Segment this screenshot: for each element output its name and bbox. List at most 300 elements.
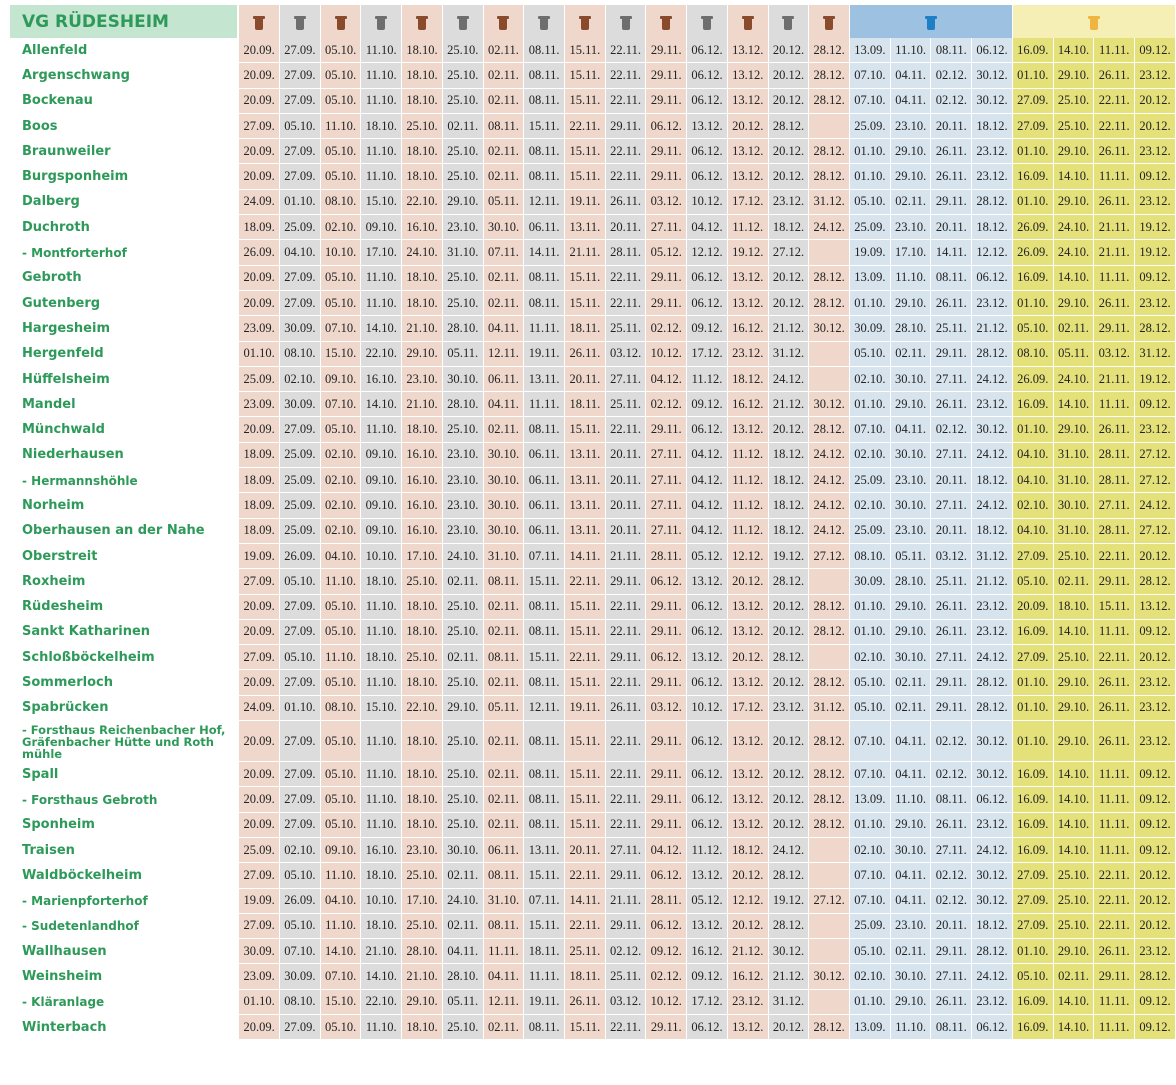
residual-biowaste-date: 26.11.	[565, 990, 606, 1015]
residual-biowaste-date: 11.10.	[321, 863, 362, 888]
residual-biowaste-date: 18.10.	[402, 38, 443, 63]
residual-biowaste-date: 27.12.	[769, 240, 810, 265]
municipality-name: Burgsponheim	[22, 169, 129, 185]
residual-biowaste-date	[809, 645, 850, 670]
paper-date: 02.11.	[891, 696, 932, 721]
header-bin-14	[809, 5, 850, 38]
municipality-name: Hüffelsheim	[22, 371, 110, 387]
municipality-name: Gebroth	[22, 270, 82, 286]
residual-biowaste-date: 15.11.	[565, 787, 606, 812]
residual-biowaste-date: 02.12.	[646, 316, 687, 341]
header-bin-1	[280, 5, 321, 38]
residual-biowaste-date: 29.10.	[402, 990, 443, 1015]
residual-biowaste-date: 18.09.	[239, 493, 280, 518]
residual-biowaste-date: 08.11.	[524, 1015, 565, 1040]
residual-biowaste-date: 18.12.	[769, 493, 810, 518]
residual-biowaste-date: 16.10.	[361, 367, 402, 392]
yellow-bag-date: 20.12.	[1135, 914, 1176, 939]
residual-biowaste-date: 08.11.	[524, 670, 565, 695]
residual-biowaste-date: 02.11.	[443, 114, 484, 139]
paper-date: 25.09.	[850, 215, 891, 240]
residual-biowaste-date: 15.10.	[361, 190, 402, 215]
residual-biowaste-date: 25.09.	[280, 493, 321, 518]
municipality-name: - Hermannshöhle	[22, 473, 138, 488]
residual-biowaste-date: 08.11.	[524, 164, 565, 189]
paper-date: 20.11.	[931, 519, 972, 544]
paper-date: 01.10.	[850, 291, 891, 316]
yellow-bag-date: 26.11.	[1094, 939, 1135, 964]
residual-biowaste-date: 31.12.	[809, 696, 850, 721]
residual-biowaste-date: 21.10.	[402, 964, 443, 989]
residual-biowaste-date: 27.09.	[280, 595, 321, 620]
header-bin-10	[646, 5, 687, 38]
table-row	[10, 468, 1176, 493]
residual-biowaste-date: 15.11.	[565, 762, 606, 787]
paper-date: 23.10.	[891, 215, 932, 240]
residual-biowaste-date: 26.09.	[239, 240, 280, 265]
yellow-bag-date: 09.12.	[1135, 164, 1176, 189]
residual-biowaste-date: 24.10.	[443, 889, 484, 914]
residual-biowaste-date: 02.11.	[443, 645, 484, 670]
yellow-bag-date: 05.11.	[1054, 342, 1095, 367]
residual-biowaste-date: 20.12.	[769, 595, 810, 620]
residual-biowaste-date: 21.11.	[606, 544, 647, 569]
residual-biowaste-date: 27.09.	[280, 63, 321, 88]
residual-biowaste-date: 03.12.	[606, 342, 647, 367]
residual-biowaste-date: 11.10.	[361, 595, 402, 620]
yellow-bag-date: 20.12.	[1135, 89, 1176, 114]
residual-biowaste-date: 30.10.	[484, 443, 525, 468]
residual-biowaste-date: 29.11.	[606, 569, 647, 594]
residual-biowaste-date: 01.10.	[280, 696, 321, 721]
residual-biowaste-date: 04.10.	[280, 240, 321, 265]
paper-date: 02.11.	[891, 670, 932, 695]
yellow-bag-date: 11.11.	[1094, 38, 1135, 63]
residual-biowaste-date: 11.10.	[361, 63, 402, 88]
paper-date: 25.09.	[850, 468, 891, 493]
residual-biowaste-date: 20.09.	[239, 721, 280, 762]
residual-biowaste-date: 04.11.	[484, 964, 525, 989]
yellow-bag-date: 27.09.	[1013, 889, 1054, 914]
residual-biowaste-date: 21.12.	[769, 316, 810, 341]
residual-biowaste-date: 06.12.	[687, 670, 728, 695]
yellow-bag-date: 30.10.	[1054, 493, 1095, 518]
table-row	[10, 914, 1176, 939]
residual-biowaste-date: 20.12.	[769, 38, 810, 63]
yellow-bag-date: 25.10.	[1054, 89, 1095, 114]
paper-date: 07.10.	[850, 863, 891, 888]
page-title: VG RÜDESHEIM	[10, 5, 239, 38]
paper-date: 30.10.	[891, 367, 932, 392]
residual-biowaste-date: 02.11.	[484, 139, 525, 164]
residual-biowaste-date: 24.12.	[769, 367, 810, 392]
table-row	[10, 417, 1176, 442]
residual-biowaste-date: 11.10.	[321, 914, 362, 939]
residual-biowaste-date: 23.12.	[769, 190, 810, 215]
municipality-name: - Forsthaus Gebroth	[22, 792, 158, 807]
municipality-name: Wallhausen	[22, 943, 107, 959]
paper-date: 02.11.	[891, 342, 932, 367]
residual-biowaste-date: 18.10.	[402, 417, 443, 442]
yellow-bag-date: 11.11.	[1094, 392, 1135, 417]
residual-biowaste-date: 28.12.	[809, 164, 850, 189]
residual-biowaste-date: 27.12.	[809, 544, 850, 569]
paper-date: 14.11.	[931, 240, 972, 265]
residual-biowaste-date: 20.09.	[239, 620, 280, 645]
residual-biowaste-date: 06.12.	[646, 645, 687, 670]
residual-biowaste-date: 03.12.	[606, 990, 647, 1015]
municipality-name: - Kläranlage	[22, 995, 105, 1010]
yellow-bag-date: 20.12.	[1135, 645, 1176, 670]
residual-biowaste-date: 31.10.	[484, 544, 525, 569]
paper-date: 06.12.	[972, 787, 1013, 812]
residual-biowaste-date: 13.12.	[728, 417, 769, 442]
yellow-bag-date: 23.12.	[1135, 670, 1176, 695]
yellow-bag-date: 22.11.	[1094, 645, 1135, 670]
paper-date: 26.11.	[931, 620, 972, 645]
paper-date: 12.12.	[972, 240, 1013, 265]
yellow-bag-date: 25.10.	[1054, 914, 1095, 939]
residual-biowaste-date: 29.11.	[646, 670, 687, 695]
paper-date: 01.10.	[850, 164, 891, 189]
residual-biowaste-date	[809, 367, 850, 392]
residual-biowaste-date: 14.10.	[361, 316, 402, 341]
paper-date: 20.11.	[931, 215, 972, 240]
residual-biowaste-date: 26.09.	[280, 889, 321, 914]
paper-date: 29.11.	[931, 190, 972, 215]
residual-biowaste-date: 04.12.	[687, 468, 728, 493]
residual-biowaste-date: 10.12.	[646, 990, 687, 1015]
residual-biowaste-date: 20.09.	[239, 266, 280, 291]
residual-biowaste-date: 13.12.	[728, 291, 769, 316]
residual-biowaste-date: 24.10.	[402, 240, 443, 265]
residual-biowaste-date: 11.10.	[361, 38, 402, 63]
residual-biowaste-date: 16.10.	[402, 519, 443, 544]
residual-biowaste-date: 30.10.	[484, 215, 525, 240]
yellow-bag-date: 11.11.	[1094, 813, 1135, 838]
residual-biowaste-date: 22.11.	[606, 762, 647, 787]
residual-biowaste-date: 19.09.	[239, 544, 280, 569]
residual-biowaste-date: 18.10.	[402, 1015, 443, 1040]
yellow-bag-date: 29.10.	[1054, 417, 1095, 442]
residual-biowaste-date: 13.12.	[728, 63, 769, 88]
residual-biowaste-date: 11.10.	[361, 787, 402, 812]
yellow-bag-date: 23.12.	[1135, 417, 1176, 442]
residual-biowaste-date: 22.11.	[606, 89, 647, 114]
residual-biowaste-date: 28.11.	[606, 240, 647, 265]
paper-date: 01.10.	[850, 813, 891, 838]
residual-biowaste-date: 23.12.	[769, 696, 810, 721]
paper-date: 07.10.	[850, 417, 891, 442]
yellow-bag-date: 01.10.	[1013, 939, 1054, 964]
residual-biowaste-date: 18.12.	[769, 468, 810, 493]
residual-biowaste-date: 08.11.	[484, 863, 525, 888]
grey-bin-icon	[539, 16, 549, 30]
yellow-bag-date: 19.12.	[1135, 367, 1176, 392]
yellow-bag-date: 02.11.	[1054, 964, 1095, 989]
paper-date: 02.12.	[931, 863, 972, 888]
paper-date: 02.10.	[850, 645, 891, 670]
paper-date: 25.09.	[850, 519, 891, 544]
residual-biowaste-date: 11.10.	[361, 620, 402, 645]
yellow-bag-date: 04.10.	[1013, 468, 1054, 493]
residual-biowaste-date: 21.11.	[565, 240, 606, 265]
residual-biowaste-date: 20.09.	[239, 291, 280, 316]
residual-biowaste-date: 25.11.	[565, 939, 606, 964]
residual-biowaste-date: 11.10.	[321, 569, 362, 594]
residual-biowaste-date: 20.09.	[239, 38, 280, 63]
brown-bin-icon	[580, 16, 590, 30]
paper-date: 30.10.	[891, 645, 932, 670]
residual-biowaste-date: 23.10.	[402, 367, 443, 392]
table-row	[10, 114, 1176, 139]
residual-biowaste-date: 15.11.	[565, 139, 606, 164]
residual-biowaste-date: 18.11.	[524, 939, 565, 964]
residual-biowaste-date: 20.09.	[239, 417, 280, 442]
header-bin-2	[321, 5, 362, 38]
paper-date: 30.12.	[972, 89, 1013, 114]
residual-biowaste-date: 28.12.	[809, 670, 850, 695]
yellow-bag-date: 31.10.	[1054, 519, 1095, 544]
residual-biowaste-date: 02.11.	[484, 595, 525, 620]
yellow-bag-date: 22.11.	[1094, 914, 1135, 939]
residual-biowaste-date: 26.11.	[565, 342, 606, 367]
residual-biowaste-date: 10.10.	[361, 544, 402, 569]
residual-biowaste-date: 20.09.	[239, 787, 280, 812]
residual-biowaste-date: 22.11.	[565, 863, 606, 888]
residual-biowaste-date: 11.10.	[361, 721, 402, 762]
yellow-bag-date: 26.09.	[1013, 240, 1054, 265]
residual-biowaste-date: 27.12.	[809, 889, 850, 914]
residual-biowaste-date: 04.12.	[687, 519, 728, 544]
residual-biowaste-date: 13.11.	[565, 493, 606, 518]
yellow-bag-date: 29.10.	[1054, 63, 1095, 88]
paper-date: 02.12.	[931, 417, 972, 442]
header-bin-blue	[850, 5, 1013, 38]
residual-biowaste-date: 11.11.	[524, 316, 565, 341]
paper-date: 25.11.	[931, 569, 972, 594]
residual-biowaste-date: 05.11.	[443, 990, 484, 1015]
table-row	[10, 367, 1176, 392]
yellow-bag-date: 16.09.	[1013, 762, 1054, 787]
paper-date: 23.10.	[891, 519, 932, 544]
residual-biowaste-date: 29.11.	[646, 266, 687, 291]
residual-biowaste-date: 27.09.	[280, 417, 321, 442]
paper-date: 25.09.	[850, 114, 891, 139]
residual-biowaste-date: 02.12.	[646, 392, 687, 417]
residual-biowaste-date: 05.10.	[321, 787, 362, 812]
residual-biowaste-date: 22.11.	[606, 813, 647, 838]
paper-date: 30.10.	[891, 443, 932, 468]
yellow-bag-date: 09.12.	[1135, 990, 1176, 1015]
paper-date: 28.12.	[972, 670, 1013, 695]
residual-biowaste-date: 08.11.	[524, 813, 565, 838]
residual-biowaste-date: 20.11.	[606, 443, 647, 468]
residual-biowaste-date: 27.09.	[280, 89, 321, 114]
residual-biowaste-date: 13.12.	[687, 863, 728, 888]
yellow-bag-date: 08.10.	[1013, 342, 1054, 367]
paper-date: 24.12.	[972, 493, 1013, 518]
residual-biowaste-date: 11.10.	[361, 164, 402, 189]
residual-biowaste-date: 13.12.	[728, 721, 769, 762]
paper-date: 04.11.	[891, 89, 932, 114]
paper-date: 25.11.	[931, 316, 972, 341]
residual-biowaste-date: 08.11.	[524, 139, 565, 164]
yellow-bag-date: 26.11.	[1094, 63, 1135, 88]
yellow-bag-date: 14.10.	[1054, 620, 1095, 645]
residual-biowaste-date: 29.11.	[646, 762, 687, 787]
residual-biowaste-date: 02.10.	[321, 215, 362, 240]
paper-date: 18.12.	[972, 914, 1013, 939]
residual-biowaste-date: 11.12.	[728, 519, 769, 544]
paper-date: 23.10.	[891, 468, 932, 493]
residual-biowaste-date: 02.11.	[484, 89, 525, 114]
yellow-bag-date: 23.12.	[1135, 291, 1176, 316]
residual-biowaste-date: 02.11.	[484, 266, 525, 291]
paper-date: 01.10.	[850, 990, 891, 1015]
residual-biowaste-date: 18.10.	[402, 89, 443, 114]
residual-biowaste-date: 21.12.	[769, 392, 810, 417]
paper-date: 23.12.	[972, 164, 1013, 189]
municipality-name: Roxheim	[22, 573, 86, 589]
brown-bin-icon	[743, 16, 753, 30]
table-row	[10, 342, 1176, 367]
yellow-bag-date: 24.10.	[1054, 215, 1095, 240]
residual-biowaste-date: 19.09.	[239, 889, 280, 914]
residual-biowaste-date: 20.12.	[769, 620, 810, 645]
residual-biowaste-date: 17.12.	[687, 342, 728, 367]
yellow-bag-date: 28.11.	[1094, 468, 1135, 493]
grey-bin-icon	[458, 16, 468, 30]
residual-biowaste-date: 18.10.	[361, 114, 402, 139]
residual-biowaste-date: 30.10.	[484, 493, 525, 518]
paper-date: 07.10.	[850, 721, 891, 762]
yellow-bag-date: 09.12.	[1135, 813, 1176, 838]
brown-bin-icon	[254, 16, 264, 30]
municipality-name: - Marienpforterhof	[22, 894, 148, 909]
residual-biowaste-date: 29.11.	[606, 914, 647, 939]
table-row	[10, 645, 1176, 670]
table-row	[10, 139, 1176, 164]
brown-bin-icon	[661, 16, 671, 30]
paper-date: 01.10.	[850, 392, 891, 417]
residual-biowaste-date: 19.11.	[524, 342, 565, 367]
residual-biowaste-date: 18.11.	[565, 316, 606, 341]
header-bin-6	[484, 5, 525, 38]
yellow-bag-date: 16.09.	[1013, 990, 1054, 1015]
residual-biowaste-date: 22.10.	[361, 342, 402, 367]
yellow-bag-date: 16.09.	[1013, 813, 1054, 838]
residual-biowaste-date: 16.10.	[402, 493, 443, 518]
paper-date: 23.12.	[972, 620, 1013, 645]
residual-biowaste-date: 05.10.	[321, 164, 362, 189]
table-row	[10, 595, 1176, 620]
municipality-name: Hergenfeld	[22, 346, 104, 362]
paper-date: 23.12.	[972, 595, 1013, 620]
residual-biowaste-date: 25.10.	[402, 569, 443, 594]
residual-biowaste-date: 08.11.	[484, 114, 525, 139]
residual-biowaste-date: 06.12.	[646, 569, 687, 594]
municipality-name: Spabrücken	[22, 700, 109, 716]
yellow-bag-date: 22.11.	[1094, 889, 1135, 914]
paper-date: 26.11.	[931, 990, 972, 1015]
residual-biowaste-date: 25.09.	[239, 838, 280, 863]
residual-biowaste-date: 25.10.	[443, 291, 484, 316]
table-row	[10, 544, 1176, 569]
municipality-name: Oberhausen an der Nahe	[22, 523, 205, 539]
yellow-bag-date: 29.10.	[1054, 670, 1095, 695]
residual-biowaste-date: 23.12.	[728, 342, 769, 367]
paper-date: 21.12.	[972, 569, 1013, 594]
municipality-name: Waldböckelheim	[22, 867, 142, 883]
residual-biowaste-date: 16.10.	[402, 468, 443, 493]
paper-date: 13.09.	[850, 1015, 891, 1040]
residual-biowaste-date: 10.10.	[361, 889, 402, 914]
residual-biowaste-date: 17.12.	[728, 190, 769, 215]
residual-biowaste-date: 20.09.	[239, 164, 280, 189]
yellow-bag-date: 04.10.	[1013, 519, 1054, 544]
residual-biowaste-date: 15.11.	[524, 114, 565, 139]
yellow-bag-date: 22.11.	[1094, 544, 1135, 569]
residual-biowaste-date: 06.12.	[687, 63, 728, 88]
residual-biowaste-date: 06.12.	[646, 914, 687, 939]
residual-biowaste-date: 13.12.	[728, 38, 769, 63]
residual-biowaste-date: 27.09.	[239, 569, 280, 594]
paper-date: 06.12.	[972, 1015, 1013, 1040]
residual-biowaste-date: 30.10.	[443, 838, 484, 863]
yellow-bag-date: 25.10.	[1054, 114, 1095, 139]
municipality-name: - Forsthaus Reichenbacher Hof, Gräfenbacher Hütte und Roth mühle	[22, 722, 226, 761]
paper-date: 29.10.	[891, 813, 932, 838]
table-row	[10, 939, 1176, 964]
residual-biowaste-date: 06.12.	[646, 114, 687, 139]
residual-biowaste-date: 21.12.	[728, 939, 769, 964]
paper-date: 07.10.	[850, 889, 891, 914]
yellow-bag-date: 29.10.	[1054, 291, 1095, 316]
residual-biowaste-date: 18.10.	[402, 670, 443, 695]
yellow-bag-date: 23.12.	[1135, 139, 1176, 164]
paper-date: 26.11.	[931, 392, 972, 417]
residual-biowaste-date: 06.12.	[687, 813, 728, 838]
municipality-name: Hargesheim	[22, 320, 110, 336]
yellow-bag-date: 05.10.	[1013, 316, 1054, 341]
residual-biowaste-date: 06.12.	[687, 1015, 728, 1040]
residual-biowaste-date: 29.11.	[646, 721, 687, 762]
residual-biowaste-date: 25.10.	[443, 787, 484, 812]
residual-biowaste-date: 20.12.	[728, 114, 769, 139]
residual-biowaste-date: 02.11.	[484, 1015, 525, 1040]
residual-biowaste-date: 22.11.	[606, 38, 647, 63]
residual-biowaste-date: 22.10.	[361, 990, 402, 1015]
residual-biowaste-date: 13.12.	[728, 139, 769, 164]
table-row	[10, 266, 1176, 291]
residual-biowaste-date: 25.09.	[280, 468, 321, 493]
residual-biowaste-date: 18.09.	[239, 468, 280, 493]
yellow-bag-date: 27.12.	[1135, 519, 1176, 544]
header-bin-3	[361, 5, 402, 38]
residual-biowaste-date: 30.09.	[280, 316, 321, 341]
residual-biowaste-date: 29.11.	[646, 620, 687, 645]
residual-biowaste-date: 27.09.	[280, 813, 321, 838]
residual-biowaste-date: 28.12.	[809, 139, 850, 164]
residual-biowaste-date: 10.12.	[687, 696, 728, 721]
paper-date: 02.12.	[931, 762, 972, 787]
yellow-bag-date: 21.11.	[1094, 240, 1135, 265]
header-bin-8	[565, 5, 606, 38]
yellow-bag-date: 09.12.	[1135, 38, 1176, 63]
residual-biowaste-date: 27.11.	[646, 468, 687, 493]
residual-biowaste-date: 19.11.	[565, 190, 606, 215]
